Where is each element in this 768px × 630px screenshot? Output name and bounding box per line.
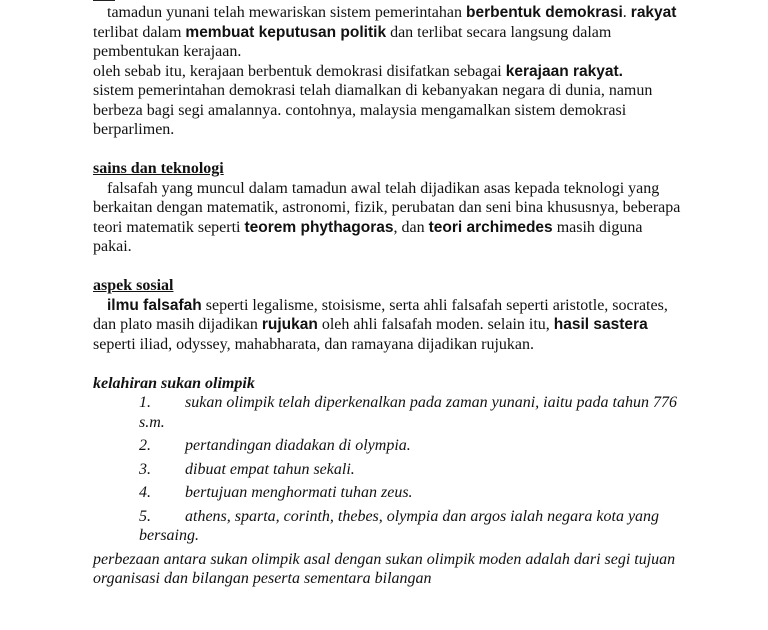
bold-term-ilmu-falsafah: ilmu falsafah xyxy=(107,296,202,314)
text-run: oleh sebab itu, kerajaan berbentuk demokrasi disifatkan sebagai xyxy=(93,62,506,80)
heading-kelahiran-olimpik: kelahiran sukan olimpik xyxy=(93,374,255,392)
paragraph-sains xyxy=(93,179,683,257)
bold-term-rujukan: rujukan xyxy=(261,316,318,333)
text-run: seperti iliad, odyssey, mahabharata, dan ramayana dijadikan rujukan. xyxy=(93,335,535,353)
list-item: 4. bertujuan menghormati tuhan zeus. xyxy=(139,484,413,501)
heading-sains-teknologi: sains dan teknologi xyxy=(93,160,224,177)
list-item: 2. pertandingan diadakan di olympia. xyxy=(139,437,411,454)
text-run: falsafah yang muncul dalam tamadun awal telah dijadikan asas kepada teknologi yang berkaitan dengan matematik, astronomi, fizik, perubatan dan seni bina khususnya, beberapa teori matematik seperti xyxy=(93,179,681,236)
bold-term-archimedes: teori archimedes xyxy=(428,218,553,236)
document-page xyxy=(93,0,683,589)
list-item: 1. sukan olimpik telah diperkenalkan pada zaman yunani, iaitu pada tahun 776 s.m. xyxy=(139,394,677,431)
list-item: 5. athens, sparta, corinth, thebes, olympia dan argos ialah negara kota yang bersaing. xyxy=(139,507,660,544)
text-run: oleh ahli falsafah moden. selain itu, xyxy=(317,316,554,333)
text-run: seperti legalisme, stoisisme, serta ahli falsafah seperti aristotle, socrates, dan plato masih dijadikan xyxy=(93,296,668,333)
list-item: 3. dibuat empat tahun sekali. xyxy=(139,460,355,478)
bold-term-rakyat: rakyat xyxy=(630,4,677,21)
bold-term-keputusan-politik: membuat keputusan politik xyxy=(185,23,387,41)
olimpik-list xyxy=(93,393,683,546)
paragraph-kerajaan-rakyat xyxy=(93,62,683,82)
text-run: tamadun yunani telah mewariskan sistem pemerintahan xyxy=(107,4,466,21)
bold-term-teorem: teorem phythagoras xyxy=(244,218,394,236)
bold-term-kerajaan-rakyat: kerajaan rakyat. xyxy=(505,62,623,80)
bold-term-hasil-sastera: hasil sastera xyxy=(553,316,648,333)
text-run: , dan xyxy=(393,218,429,236)
text-run: masih diguna pakai. xyxy=(93,218,643,255)
paragraph-sistem-demokrasi: sistem pemerintahan demokrasi telah diamalkan di kebanyakan negara di dunia, namun berbeza bagi segi amalannya. contohnya, malaysia mengamalkan sistem demokrasi berparlimen. xyxy=(93,82,653,138)
text-run: terlibat dalam xyxy=(93,23,186,41)
bold-term-berbentuk-demokrasi: berbentuk demokrasi xyxy=(466,4,623,21)
paragraph-perbezaan: perbezaan antara sukan olimpik asal dengan sukan olimpik moden adalah dari segi tujuan organisasi dan bilangan peserta sementara bilangan xyxy=(93,550,676,587)
text-run: dan terlibat secara langsung dalam pembentukan kerajaan. xyxy=(93,23,612,60)
heading-aspek-sosial: aspek sosial xyxy=(93,277,174,294)
text-run: . xyxy=(622,4,631,21)
paragraph-demokrasi xyxy=(93,3,683,62)
paragraph-sosial xyxy=(93,296,683,355)
